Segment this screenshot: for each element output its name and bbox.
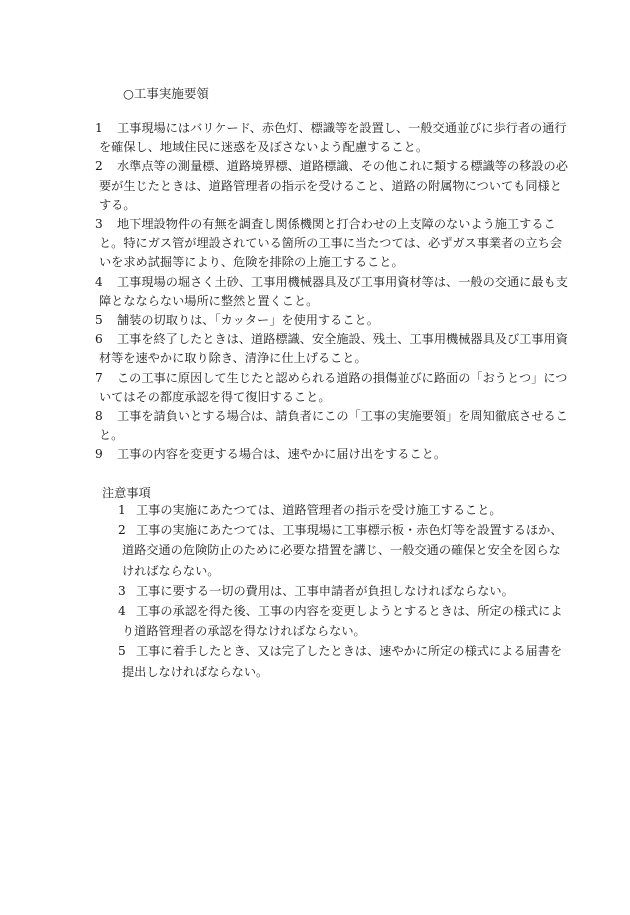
procedure-item — [95, 157, 568, 215]
item-number: 2 — [95, 159, 103, 174]
note-text: 工事の実施にあたつては、道路管理者の指示を受け施工すること。 — [136, 503, 502, 517]
document-title: ○工事実施要領 — [123, 86, 209, 101]
item-text: 水準点等の測量標、道路境界標、道路標識、その他これに類する標識等の移設の必 — [117, 159, 568, 174]
note-first-line — [118, 601, 568, 621]
item-first-line — [95, 311, 565, 330]
item-text: と。 — [99, 428, 124, 443]
item-first-line — [95, 330, 568, 349]
note-first-line — [118, 500, 568, 520]
note-text: り道路管理者の承認を得なければならない。 — [122, 624, 366, 639]
procedure-item — [95, 215, 565, 273]
item-number: 4 — [95, 274, 103, 289]
item-text: 工事現場にはバリケード、赤色灯、標識等を設置し、一般交通並びに歩行者の通行 — [117, 121, 567, 135]
item-first-line — [95, 369, 568, 388]
item-text: 要が生じたときは、道路管理者の指示を受けること、道路の附属物についても同様と — [99, 178, 562, 193]
item-first-line — [95, 273, 568, 292]
note-first-line — [118, 520, 568, 540]
item-text: いてはその都度承認を得て復旧すること。 — [99, 389, 331, 404]
procedure-item — [95, 273, 568, 311]
note-item — [118, 500, 568, 520]
item-number: 1 — [95, 121, 103, 135]
item-text: 工事を請負いとする場合は、請負者にこの「工事の実施要領」を周知徹底させるこ — [117, 409, 568, 424]
item-first-line — [95, 445, 565, 464]
note-item — [118, 641, 568, 681]
note-text: 工事に要する一切の費用は、工事申請者が負担しなければならない。 — [136, 583, 514, 598]
item-text: 障となならない場所に整然と置くこと。 — [99, 293, 319, 308]
note-item — [118, 601, 568, 641]
item-number: 8 — [95, 409, 103, 424]
note-text: 提出しなければならない。 — [122, 664, 269, 679]
item-text: を確保し、地域住民に迷惑を及ぼさないよう配慮すること。 — [99, 140, 429, 155]
item-first-line — [95, 157, 568, 176]
note-number: 1 — [118, 503, 126, 517]
item-number: 5 — [95, 313, 103, 328]
item-number: 9 — [95, 447, 103, 462]
item-text: いを求め試掘等により、危険を排除の上施工すること。 — [99, 255, 404, 270]
item-text: 工事の内容を変更する場合は、速やかに届け出をすること。 — [117, 447, 447, 462]
item-text: 工事を終了したときは、道路標識、安全施設、残土、工事用機械器具及び工事用資 — [117, 332, 568, 347]
item-number: 7 — [95, 370, 103, 385]
item-text: 舗装の切取りは、「カッター」を使用すること。 — [117, 313, 379, 328]
notes-list — [118, 500, 568, 682]
note-text: 工事の実施にあたつては、工事現場に工事標示板・赤色灯等を設置するほか、 — [136, 523, 563, 538]
item-text: と。特にガス管が埋設されている箇所の工事に当たつては、必ずガス事業者の立ち会 — [99, 236, 563, 251]
note-item — [118, 520, 568, 581]
procedure-item — [95, 311, 565, 330]
note-number: 5 — [118, 644, 126, 659]
note-text: ければならない。 — [122, 563, 220, 578]
procedure-item — [95, 330, 568, 368]
procedure-item — [95, 445, 565, 464]
note-text: 道路交通の危険防止のために必要な措置を講じ、一般交通の確保と安全を図らな — [122, 543, 561, 558]
item-text: 地下埋設物件の有無を調査し関係機関と打合わせの上支障のないよう施工するこ — [117, 217, 556, 232]
note-number: 4 — [118, 604, 126, 619]
note-text: 工事に着手したとき、又は完了したときは、速やかに所定の様式による届書を — [136, 644, 563, 659]
item-text: する。 — [99, 197, 136, 212]
item-first-line — [95, 119, 565, 138]
note-first-line — [118, 641, 568, 661]
procedure-item — [95, 369, 568, 407]
item-text: この工事に原因して生じたと認められる道路の損傷並びに路面の「おうとつ」につ — [117, 370, 568, 385]
procedure-list — [95, 119, 568, 465]
note-item — [118, 581, 568, 601]
item-first-line — [95, 215, 565, 234]
item-text: 材等を速やかに取り除き、清浄に仕上げること。 — [99, 351, 367, 366]
procedure-item — [95, 119, 565, 157]
note-number: 2 — [118, 523, 126, 538]
notes-heading: 注意事項 — [102, 486, 151, 500]
item-text: 工事現場の堀さく土砂、工事用機械器具及び工事用資材等は、一般の交通に最も支 — [117, 274, 568, 289]
item-first-line — [95, 407, 568, 426]
note-number: 3 — [118, 583, 126, 598]
note-first-line — [118, 581, 568, 601]
procedure-item — [95, 407, 568, 445]
item-number: 6 — [95, 332, 103, 347]
item-number: 3 — [95, 217, 103, 232]
note-text: 工事の承認を得た後、工事の内容を変更しようとするときは、所定の様式によ — [136, 604, 563, 619]
